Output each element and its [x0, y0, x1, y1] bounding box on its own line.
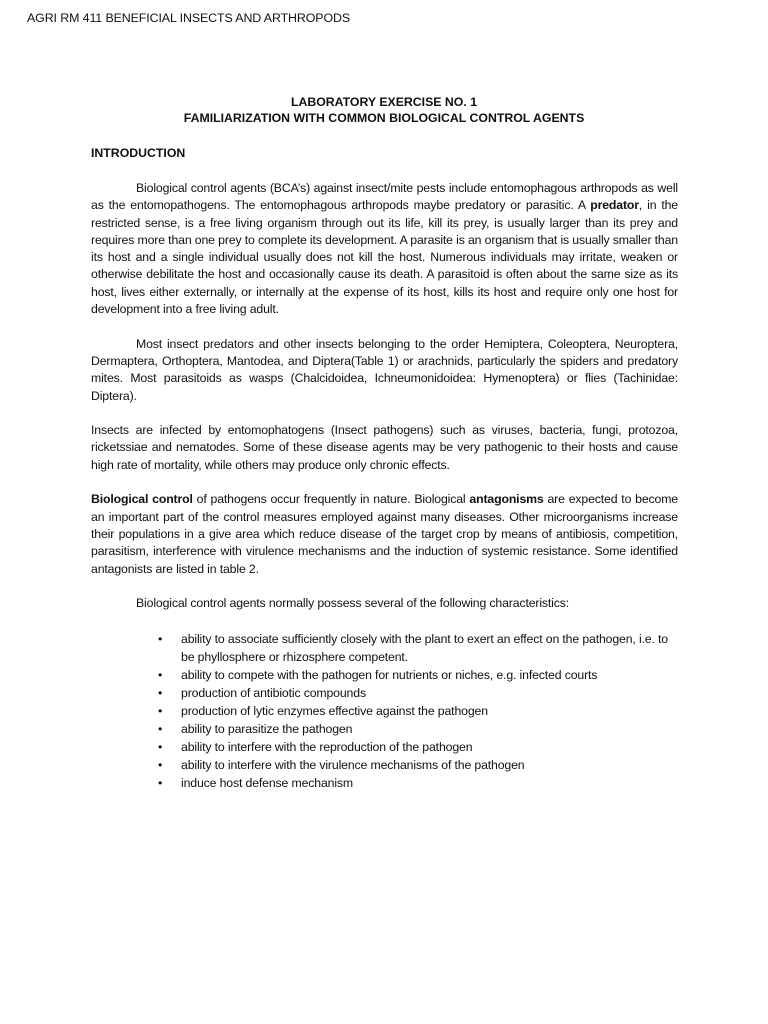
- paragraph-antagonists-part-1: of pathogens occur frequently in nature. Biological: [192, 492, 470, 507]
- section-heading: INTRODUCTION: [91, 146, 186, 160]
- list-item: [158, 666, 678, 684]
- bullet-icon: •: [158, 721, 163, 736]
- term-antagonisms: antagonisms: [469, 492, 544, 507]
- list-item-text: ability to interfere with the reproduction of the pathogen: [181, 739, 473, 754]
- exercise-number: LABORATORY EXERCISE NO. 1: [290, 95, 478, 109]
- list-intro: Biological control agents normally possess several of the following characteristics:: [136, 596, 570, 611]
- list-item: [158, 756, 678, 774]
- term-predator: predator: [590, 198, 639, 213]
- paragraph-bca-part-2: , in the restricted sense, is a free living organism through out its life, kill its prey, is usually larger than its prey and requires more than one prey to complete its development. A parasite is an organism that is usually smaller than its host and a single individual usually does not kill the host. Numerous individuals may irritate, weaken or otherwise debilitate the host and occasionally cause its death. A parasitoid is often about the same size as its host, lives either externally, or internally at the expense of its host, kills its host and require only one host for development into a free living adult.: [91, 198, 678, 317]
- list-item-text: ability to interfere with the virulence mechanisms of the pathogen: [181, 757, 525, 772]
- paragraph-bca: [91, 180, 678, 318]
- title-block: [0, 94, 768, 126]
- list-item: [158, 720, 678, 738]
- paragraph-pathogens: Insects are infected by entomophatogens (Insect pathogens) such as viruses, bacteria, fungi, protozoa, ricketssiae and nematodes. Some of these disease agents may be very pathogenic to their hosts and cause high rate of mortality, while others may produce only chronic effects.: [91, 423, 678, 472]
- list-item-text: ability to compete with the pathogen for nutrients or niches, e.g. infected courts: [181, 667, 598, 682]
- bullet-icon: •: [158, 631, 163, 646]
- paragraph-predators: Most insect predators and other insects belonging to the order Hemiptera, Coleoptera, Neuroptera, Dermaptera, Orthoptera, Mantodea, and Diptera(Table 1) or arachnids, particularly the spiders and predatory mites. Most parasitoids as wasps (Chalcidoidea, Ichneumonidoidea: Hymenoptera) or flies (Tachinidae: Diptera).: [91, 336, 678, 403]
- list-item: [158, 774, 678, 792]
- list-item: [158, 738, 678, 756]
- body-text: [91, 180, 678, 792]
- bullet-icon: •: [158, 757, 163, 772]
- running-header: AGRI RM 411 BENEFICIAL INSECTS AND ARTHROPODS: [27, 11, 351, 25]
- list-item-text: ability to parasitize the pathogen: [181, 721, 353, 736]
- bullet-icon: •: [158, 775, 163, 790]
- list-item: [158, 630, 678, 666]
- bullet-icon: •: [158, 685, 163, 700]
- bullet-icon: •: [158, 667, 163, 682]
- list-item-text: ability to associate sufficiently closely with the plant to exert an effect on the pathogen, i.e. to be phyllosphere or rhizosphere competent.: [181, 631, 668, 664]
- list-item-text: production of antibiotic compounds: [181, 685, 366, 700]
- term-biological-control: Biological control: [91, 492, 193, 507]
- list-item-text: induce host defense mechanism: [181, 775, 354, 790]
- paragraph-antagonists-part-2: are expected to become an important part of the control measures employed against many diseases. Other microorganisms increase their populations in a give area which reduce disease of the target crop by means of antibiosis, competition, parasitism, interference with virulence mechanisms and the induction of systemic resistance. Some identified antagonists are listed in table 2.: [91, 492, 678, 576]
- list-item: [158, 702, 678, 720]
- bullet-icon: •: [158, 739, 163, 754]
- exercise-title: FAMILIARIZATION WITH COMMON BIOLOGICAL CONTROL AGENTS: [183, 111, 585, 125]
- list-item: [158, 684, 678, 702]
- characteristics-list: [91, 630, 678, 792]
- list-item-text: production of lytic enzymes effective against the pathogen: [181, 703, 488, 718]
- paragraph-bca-part-1: Biological control agents (BCA’s) against insect/mite pests include entomophagous arthropods as well as the entomopathogens. The entomophagous arthropods maybe predatory or parasitic. A: [91, 181, 678, 213]
- paragraph-antagonists: [91, 491, 678, 577]
- bullet-icon: •: [158, 703, 163, 718]
